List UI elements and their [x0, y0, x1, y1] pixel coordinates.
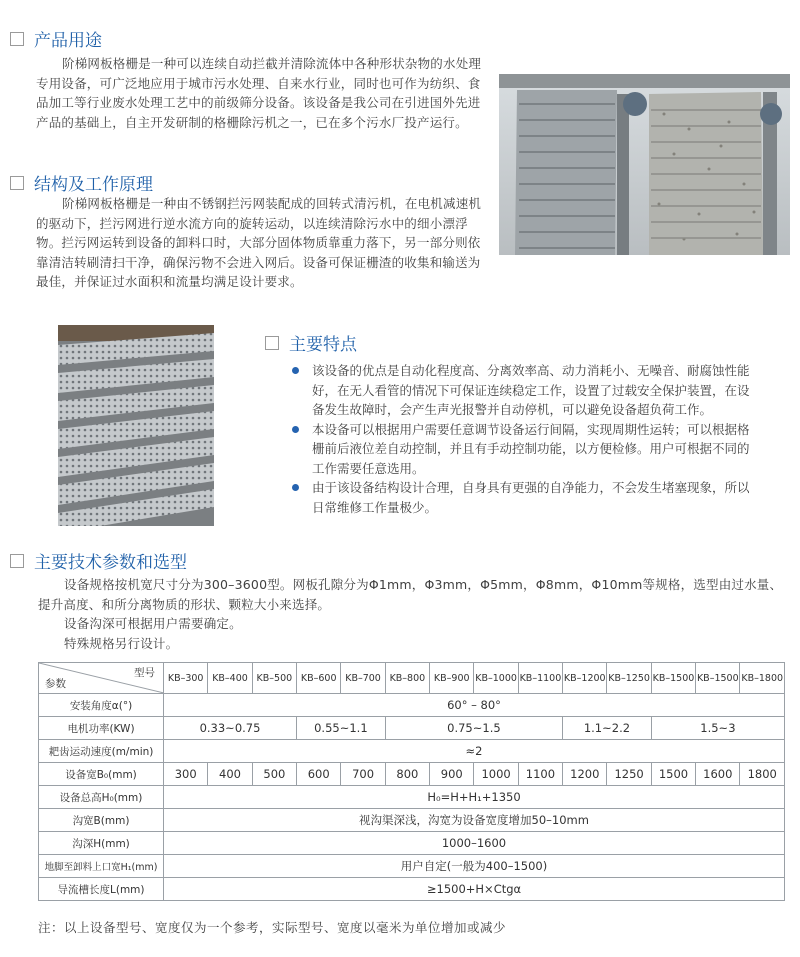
table-cell: 1250 — [607, 763, 651, 786]
row-label: 地脚至卸料上口宽H₁(mm) — [39, 855, 164, 878]
table-cell: 1800 — [740, 763, 785, 786]
row-label: 沟深H(mm) — [39, 832, 164, 855]
model-header: KB–1800 — [740, 663, 785, 694]
section-structure-heading — [10, 170, 153, 195]
table-cell: 700 — [341, 763, 385, 786]
model-header: KB–1200 — [563, 663, 607, 694]
section-usage-title: 产品用途 — [34, 31, 102, 51]
section-specs-heading — [10, 548, 187, 573]
table-cell: 1100 — [518, 763, 562, 786]
model-header: KB–1000 — [474, 663, 518, 694]
table-cell: 0.55~1.1 — [297, 717, 386, 740]
table-cell: 视沟渠深浅，沟宽为设备宽度增加50–10mm — [164, 809, 785, 832]
table-cell: 600 — [297, 763, 341, 786]
feature-item: 该设备的优点是自动化程度高、分离效率高、动力消耗小、无噪音、耐腐蚀性能好，在无人看管的情况下可保证连续稳定工作，设置了过载安全保护装置，在设备发生故障时，会产生声光报警并自动停机，可以避免设备超负荷工作。 — [290, 361, 752, 420]
table-row — [39, 717, 785, 740]
table-cell: 800 — [385, 763, 429, 786]
table-cell: 1600 — [696, 763, 740, 786]
checkbox-square-icon — [10, 554, 24, 568]
table-cell: 900 — [430, 763, 474, 786]
table-cell: 1000 — [474, 763, 518, 786]
table-cell: 500 — [252, 763, 296, 786]
model-header: KB–400 — [208, 663, 252, 694]
section-specs-text — [38, 575, 788, 653]
model-header: KB–900 — [430, 663, 474, 694]
model-header: KB–1250 — [607, 663, 651, 694]
model-header: KB–1100 — [518, 663, 562, 694]
table-cell: ≈2 — [164, 740, 785, 763]
table-cell: 1500 — [651, 763, 695, 786]
table-cell: ≥1500+H×Ctgα — [164, 878, 785, 901]
table-cell: 400 — [208, 763, 252, 786]
model-header: KB–1500 — [696, 663, 740, 694]
table-cell: 300 — [164, 763, 208, 786]
checkbox-square-icon — [265, 336, 279, 350]
table-row — [39, 855, 785, 878]
checkbox-square-icon — [10, 176, 24, 190]
specs-line-2: 设备沟深可根据用户需要确定。 — [64, 616, 242, 631]
table-cell: 0.33~0.75 — [164, 717, 297, 740]
table-row — [39, 694, 785, 717]
footnote: 注：以上设备型号、宽度仅为一个参考，实际型号、宽度以毫米为单位增加或减少 — [38, 920, 507, 935]
table-row — [39, 878, 785, 901]
section-specs-title: 主要技术参数和选型 — [34, 553, 187, 573]
section-features-heading — [265, 330, 357, 355]
table-row — [39, 809, 785, 832]
section-structure-text: 阶梯网板格栅是一种由不锈钢拦污网装配成的回转式清污机，在电机减速机的驱动下，拦污网进行逆水流方向的旋转运动，以连续清除污水中的细小漂浮物。拦污网运转到设备的卸料口时，大部分固体物质靠重力落下，另一部分则依靠清洁转刷清扫干净，确保污物不会进入网后。设备可保证栅渣的收集和输送为最佳，并保证过水面积和流量均满足设计要求。 — [36, 196, 482, 289]
feature-item: 由于该设备结构设计合理，自身具有更强的自净能力，不会发生堵塞现象，所以日常维修工作量极少。 — [290, 478, 752, 517]
section-structure-title: 结构及工作原理 — [34, 175, 153, 195]
model-header: KB–300 — [164, 663, 208, 694]
row-label: 沟宽B(mm) — [39, 809, 164, 832]
model-header: KB–700 — [341, 663, 385, 694]
row-label: 电机功率(KW) — [39, 717, 164, 740]
table-row — [39, 763, 785, 786]
table-cell: 1.5~3 — [651, 717, 784, 740]
step-plate-photo — [58, 325, 214, 526]
table-cell: 0.75~1.5 — [385, 717, 562, 740]
row-label: 设备宽B₀(mm) — [39, 763, 164, 786]
row-label: 安装角度α(°) — [39, 694, 164, 717]
section-usage-text: 阶梯网板格栅是一种可以连续自动拦截并清除流体中各种形状杂物的水处理专用设备，可广泛地应用于城市污水处理、自来水行业，同时也可作为纺织、食品加工等行业废水处理工艺中的前级筛分设备。该设备是我公司在引进国外先进产品的基础上，自主开发研制的格栅除污机之一，已在多个污水厂投产运行。 — [36, 56, 482, 130]
table-row — [39, 832, 785, 855]
table-cell: H₀=H+H₁+1350 — [164, 786, 785, 809]
model-header: KB–500 — [252, 663, 296, 694]
table-row — [39, 786, 785, 809]
model-header: KB–600 — [297, 663, 341, 694]
section-features-title: 主要特点 — [289, 335, 357, 355]
table-header-row — [39, 663, 785, 694]
table-cell: 1200 — [563, 763, 607, 786]
row-label: 耙齿运动速度(m/min) — [39, 740, 164, 763]
row-label: 导流槽长度L(mm) — [39, 878, 164, 901]
specs-line-3: 特殊规格另行设计。 — [64, 635, 179, 651]
corner-param-label: 参数 — [45, 678, 66, 690]
grating-machine-photo — [499, 74, 790, 255]
features-list — [290, 361, 752, 517]
model-header: KB–800 — [385, 663, 429, 694]
row-label: 设备总高H₀(mm) — [39, 786, 164, 809]
feature-item: 本设备可以根据用户需要任意调节设备运行间隔，实现周期性运转；可以根据格栅前后液位差自动控制，并且有手动控制功能，以方便检修。用户可根据不同的工作需要任意选用。 — [290, 420, 752, 479]
checkbox-square-icon — [10, 32, 24, 46]
table-cell: 1000–1600 — [164, 832, 785, 855]
table-cell: 1.1~2.2 — [563, 717, 652, 740]
section-usage-heading — [10, 26, 102, 51]
table-cell: 用户自定(一般为400–1500) — [164, 855, 785, 878]
table-cell: 60° – 80° — [164, 694, 785, 717]
corner-model-label: 型号 — [134, 667, 155, 679]
model-header: KB–1500 — [651, 663, 695, 694]
table-row — [39, 740, 785, 763]
specs-line-1: 设备规格按机宽尺寸分为300–3600型。网板孔隙分为Φ1mm，Φ3mm，Φ5mm，Φ8mm，Φ10mm等规格，选型由过水量、提升高度、和所分离物质的形状、颗粒大小来选择。 — [38, 577, 783, 612]
table-corner-cell — [39, 663, 164, 694]
spec-table — [38, 662, 785, 901]
